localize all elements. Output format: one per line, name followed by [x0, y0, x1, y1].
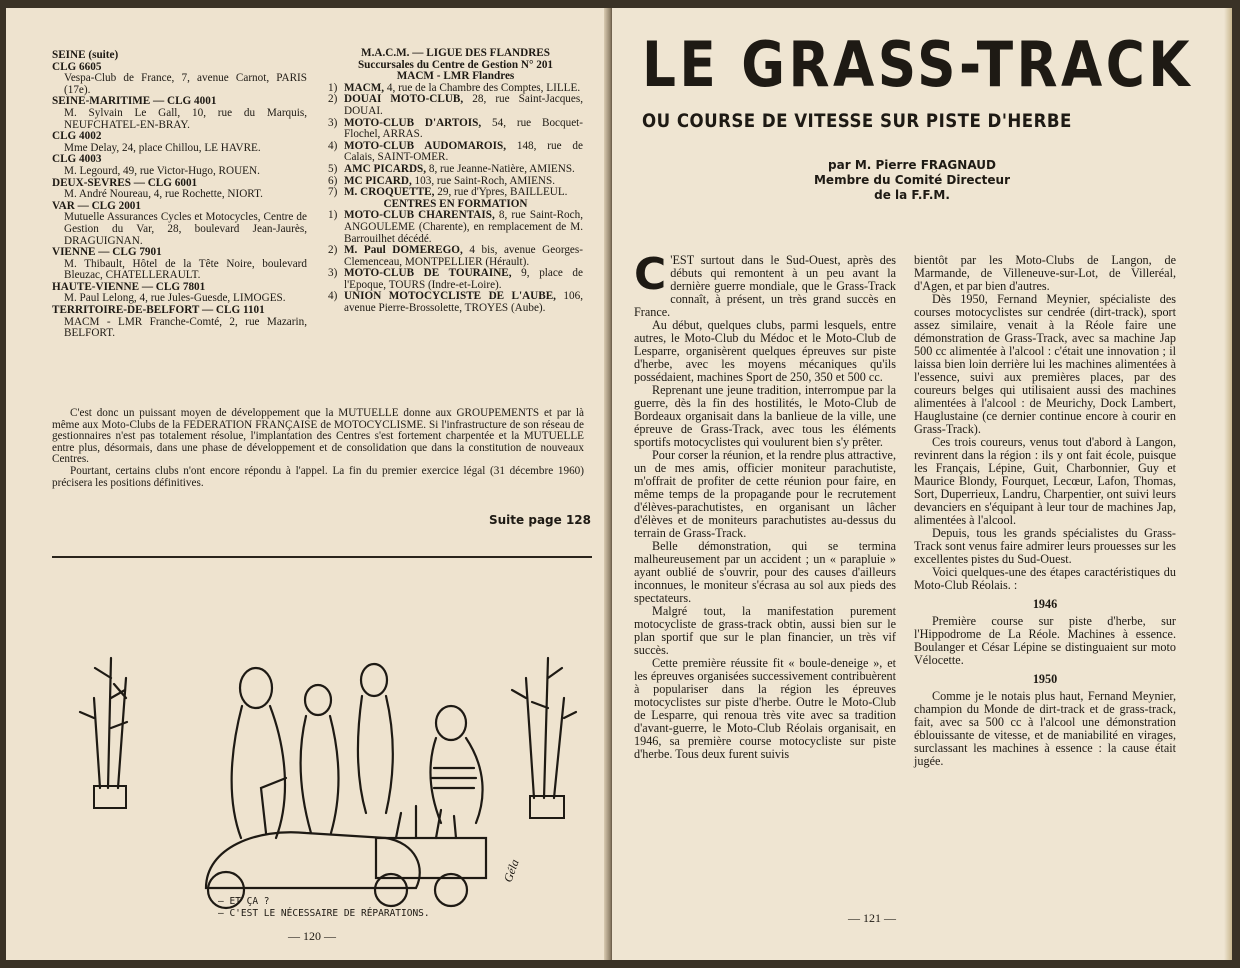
list-text	[344, 141, 583, 164]
cartoon-illustration	[56, 638, 586, 923]
list-text	[344, 187, 583, 199]
list-text	[344, 291, 583, 314]
club-name: DOUAI MOTO-CLUB,	[344, 93, 464, 106]
list-text	[344, 245, 583, 268]
league-subheading: Succursales du Centre de Gestion N° 201	[357, 58, 554, 71]
article-paragraph: Depuis, tous les grands spécialistes du Grass-Track sont venus faire admirer leurs prouesses sur les excellentes pistes du Sud-Ouest.	[914, 526, 1176, 566]
article-column-2-paragraphs	[914, 254, 1176, 592]
club-address: 148, rue de Calais, SAINT-OMER.	[344, 139, 583, 164]
list-number: 6)	[328, 174, 338, 187]
character-sailor	[431, 706, 483, 823]
club-address: 28, rue Saint-Jacques, DOUAI.	[344, 93, 583, 117]
club-name: MOTO-CLUB DE TOURAINE,	[344, 267, 512, 280]
caption-line-1: — ET ÇA ?	[218, 896, 270, 907]
club-directory-column-1	[52, 50, 307, 340]
page-number-left: — 120 —	[288, 929, 336, 943]
article-column-2	[914, 254, 1176, 768]
list-number: 4)	[328, 290, 338, 303]
club-name: MOTO-CLUB D'ARTOIS,	[344, 116, 482, 129]
article-paragraph: Belle démonstration, qui se termina malheureusement par un accident ; un « parapluie » ayant oublié de s'ouvrir, pour des causes d'ailleurs inconnues, le moniteur s'écrasa au sol aux pieds des spectateurs.	[634, 539, 896, 605]
directory-address: Mutuelle Assurances Cycles et Motocycles, Centre de Gestion du Var, 28, boulevard Jean-Jaurès, DRAGUIGNAN.	[64, 211, 307, 247]
list-number: 4)	[328, 139, 338, 152]
club-address: 54, rue Bocquet-Flochel, ARRAS.	[344, 116, 583, 141]
club-address: 8, rue Saint-Roch, ANGOULEME (Charente), en remplacement de M. Barrouilhet décédé.	[344, 209, 583, 245]
club-list-item	[328, 94, 583, 117]
directory-address: Mme Delay, 24, place Chillou, LE HAVRE.	[64, 141, 261, 154]
directory-heading: TERRITOIRE-DE-BELFORT — CLG 1101	[52, 304, 265, 317]
byline-role: Membre du Comité Directeur	[813, 173, 1011, 187]
club-list-item	[328, 118, 583, 141]
page-edge	[1224, 8, 1232, 960]
directory-heading: SEINE-MARITIME — CLG 4001	[52, 95, 217, 108]
list-text	[344, 118, 583, 141]
character-mechanic	[358, 664, 393, 813]
article-column-1	[634, 249, 896, 761]
bamboo-plant-right	[512, 658, 576, 818]
list-number: 2)	[328, 93, 338, 106]
article-paragraph: Ces trois coureurs, venus tout d'abord à Langon, revinrent dans la région : ils y ont fait école, puisque les Français, Lépine, Guit, Charbonnier, Guy et Maurice Blondy, Fourquet, Lecœur, Lafon, Thomas, Sort, Duperrieux, Landru, Charpentier, ont suivi leurs devanciers en s'équipant à leur tour de machines Jap, alimentées à l'alcool.	[914, 435, 1176, 527]
article-paragraph: Dès 1950, Fernand Meynier, spécialiste des courses motocyclistes sur cendrée (dirt-track), sport assez similaire, venait à la Réole faire une démonstration de Grass-Track, avec sa machine Jap 500 cc alimentée à l'alcool : c'était une innovation ; il laissa bien loin derrière lui les machines alimentées à l'essence, suivi aux premières places, par des coureurs belges qui utilisaient aussi des machines alimentées à l'alcool : de Meurichy, Dock Lambert, Hauglustaine (ce dernier continue encore à courir en Grass-Track).	[914, 292, 1176, 436]
directory-heading: CLG 4003	[52, 153, 102, 166]
article-paragraph: 'EST surtout dans le Sud-Ouest, après des débuts qui remontent à un peu avant la dernière guerre mondiale, que le Grass-Track connaît, à présent, un très grand succès en France.	[634, 253, 896, 319]
club-name: UNION MOTOCYCLISTE DE L'AUBE,	[344, 290, 556, 303]
cartoon-signature: Géla	[500, 857, 522, 885]
article-paragraph: Voici quelques-une des étapes caractéristiques du Moto-Club Réolais. :	[914, 565, 1176, 592]
cartoon-caption	[218, 896, 430, 920]
club-name: AMC PICARDS,	[344, 162, 427, 175]
right-page	[612, 8, 1232, 960]
club-address: 4 bis, avenue Georges-Clemenceau, MONTPELLIER (Hérault).	[344, 244, 583, 268]
club-name: MOTO-CLUB CHARENTAIS,	[344, 209, 495, 222]
character-child	[301, 685, 339, 833]
club-list-item	[328, 141, 583, 164]
year-text-1950: Comme je le notais plus haut, Fernand Meynier, champion du Monde de dirt-track et de grass-track, fait, avec sa 500 cc à l'alcool une démonstration éblouissante de vitesse, et de maniabilité en virages, surclassant les machines à essence : la cause était jugée.	[914, 689, 1176, 768]
scooter	[206, 778, 420, 908]
article-paragraph: Malgré tout, la manifestation purement motocycliste de grass-track obtin, aussi bien sur le plan sportif que sur le plan financier, un très vif succès.	[634, 604, 896, 657]
article-paragraph: Au début, quelques clubs, parmi lesquels, entre autres, le Moto-Club du Médoc et le Moto-Club de Lesparre, organisèrent quelques épreuves sur piste d'herbe, avec les moyens mécaniques qu'ils possédaient, machines Sport de 250, 350 et 500 cc.	[634, 318, 896, 384]
club-list-item	[328, 245, 583, 268]
directory-address: M. Sylvain Le Gall, 10, rue du Marquis, NEUFCHATEL-EN-BRAY.	[64, 106, 307, 131]
list-text	[344, 210, 583, 245]
club-address: 8, rue Jeanne-Natière, AMIENS.	[426, 162, 575, 175]
list-number: 3)	[328, 116, 338, 129]
list-text	[344, 268, 583, 291]
directory-address: M. Thibault, Hôtel de la Tête Noire, boulevard Bleuzac, CHATELLERAULT.	[64, 257, 307, 282]
article-paragraph: Cette première réussite fit « boule-deneige », et les épreuves organisées successivement contribuèrent à populariser dans la région les épreuves motocyclistes sur piste d'herbe. Outre le Moto-Club de Lesparre, qui renoua très vite avec sa tradition d'avant-guerre, le Moto-Club Réolais organisait, en 1946, sa première course motocycliste sur piste d'herbe. Tous deux furent suivis	[634, 656, 896, 761]
section-divider	[52, 556, 592, 558]
closing-paragraph-2: Pourtant, certains clubs n'ont encore répondu à l'appel. La fin du premier exercice légal (31 décembre 1960) précisera les positions définitives.	[52, 464, 584, 489]
directory-heading: HAUTE-VIENNE — CLG 7801	[52, 280, 206, 293]
directory-heading: VIENNE — CLG 7901	[52, 246, 162, 259]
year-heading-1950: 1950	[1032, 672, 1058, 686]
list-text	[344, 94, 583, 117]
byline	[782, 158, 1042, 203]
tool-trailer	[376, 806, 486, 906]
article-paragraph: Pour corser la réunion, et la rendre plus attractive, un de mes amis, officier moniteur parachutiste, m'offrait de profiter de cette réunion pour faire, en même temps de la propagande pour le recrutement d'élèves-parachutistes, en organisant un lâcher d'élèves et de moniteurs parachutistes au-dessus du terrain de Grass-Track.	[634, 448, 896, 540]
article-paragraph: Reprenant une jeune tradition, interrompue par la guerre, dès la fin des hostilités, le Moto-Club de Bordeaux organisait dans la banlieue de la ville, une épreuve de Grass-Track, avec tous les éléments sportifs motocyclistes qui voulurent bien s'y prêter.	[634, 383, 896, 449]
league-subheading-2: MACM - LMR Flandres	[396, 70, 515, 83]
club-name: M. CROQUETTE,	[344, 186, 435, 199]
directory-heading: CLG 4002	[52, 130, 102, 143]
centres-heading: CENTRES EN FORMATION	[383, 197, 528, 210]
directory-heading: CLG 6605	[52, 60, 102, 73]
club-address: 106, avenue Pierre-Brossolette, TROYES (Aube).	[344, 290, 583, 315]
centres-list	[328, 210, 583, 314]
list-number: 1)	[328, 209, 338, 222]
year-text-1946: Première course sur piste d'herbe, sur l'Hippodrome de La Réole. Machines à essence. Boulanger et César Lépine se distinguaient sur moto Vélocette.	[914, 614, 1176, 667]
club-list-item	[328, 291, 583, 314]
continued-notice: Suite page 128	[489, 513, 591, 527]
left-page	[6, 8, 610, 960]
club-name: MOTO-CLUB AUDOMAROIS,	[344, 139, 506, 152]
club-list-item	[328, 210, 583, 245]
list-number: 3)	[328, 267, 338, 280]
byline-author: par M. Pierre FRAGNAUD	[828, 158, 996, 172]
club-address: 4, rue de la Chambre des Comptes, LILLE.	[384, 81, 581, 94]
directory-address: M. Paul Lelong, 4, rue Jules-Guesde, LIMOGES.	[64, 292, 286, 305]
league-club-list	[328, 83, 583, 199]
club-name: MACM,	[344, 81, 385, 94]
bamboo-plant-left	[80, 658, 127, 808]
directory-heading: SEINE (suite)	[52, 49, 119, 61]
article-subtitle: OU COURSE DE VITESSE SUR PISTE D'HERBE	[642, 111, 1072, 132]
article-title: LE GRASS-TRACK	[642, 28, 1194, 101]
page-number-right: — 121 —	[848, 911, 896, 925]
closing-paragraphs	[52, 408, 584, 489]
list-number: 1)	[328, 81, 338, 94]
character-tall-man	[232, 668, 285, 838]
club-list-item	[328, 187, 583, 199]
byline-org: de la F.F.M.	[874, 188, 950, 202]
year-heading-1946: 1946	[1032, 597, 1058, 611]
club-list-item	[328, 268, 583, 291]
club-name: MC PICARD,	[344, 174, 412, 187]
directory-heading: VAR — CLG 2001	[52, 199, 141, 212]
league-heading: M.A.C.M. — LIGUE DES FLANDRES	[361, 47, 550, 59]
directory-address: MACM - LMR Franche-Comté, 2, rue Mazarin, BELFORT.	[64, 315, 307, 340]
list-number: 7)	[328, 186, 338, 199]
directory-address: M. André Noureau, 4, rue Rochette, NIORT.	[64, 188, 263, 201]
directory-address: M. Legourd, 49, rue Victor-Hugo, ROUEN.	[64, 164, 260, 177]
club-name: M. Paul DOMEREGO,	[344, 244, 463, 257]
drop-cap: C	[634, 249, 667, 300]
list-number: 5)	[328, 162, 338, 175]
article-paragraph: bientôt par les Moto-Clubs de Langon, de Marmande, de Villeneuve-sur-Lot, de Villeréal, d'Agen, et par bien d'autres.	[914, 253, 1176, 293]
directory-address: Vespa-Club de France, 7, avenue Carnot, PARIS (17e).	[64, 72, 307, 96]
directory-heading: DEUX-SEVRES — CLG 6001	[52, 176, 198, 189]
club-address: 29, rue d'Ypres, BAILLEUL.	[434, 186, 568, 199]
list-number: 2)	[328, 244, 338, 257]
club-address: 9, place de l'Epoque, TOURS (Indre-et-Loire).	[344, 267, 583, 291]
closing-paragraph-1: C'est donc un puissant moyen de développement que la MUTUELLE donne aux GROUPEMENTS et par là même aux Moto-Clubs de la FEDERATION FRANÇAISE de MOTOCYCLISME. Si l'infrastructure de son réseau de gestionnaires n'est pas totalement résolue, l'implantation des Centres s'est fortement charpentée et la MUTUELLE entre plus, désormais, dans une phase de développement et de consolidation que dans la constitution de nouveaux Centres.	[52, 407, 584, 466]
club-address: 103, rue Saint-Roch, AMIENS.	[411, 174, 556, 187]
club-directory-column-2	[328, 48, 583, 315]
caption-line-2: — C'EST LE NÉCESSAIRE DE RÉPARATIONS.	[218, 908, 430, 919]
